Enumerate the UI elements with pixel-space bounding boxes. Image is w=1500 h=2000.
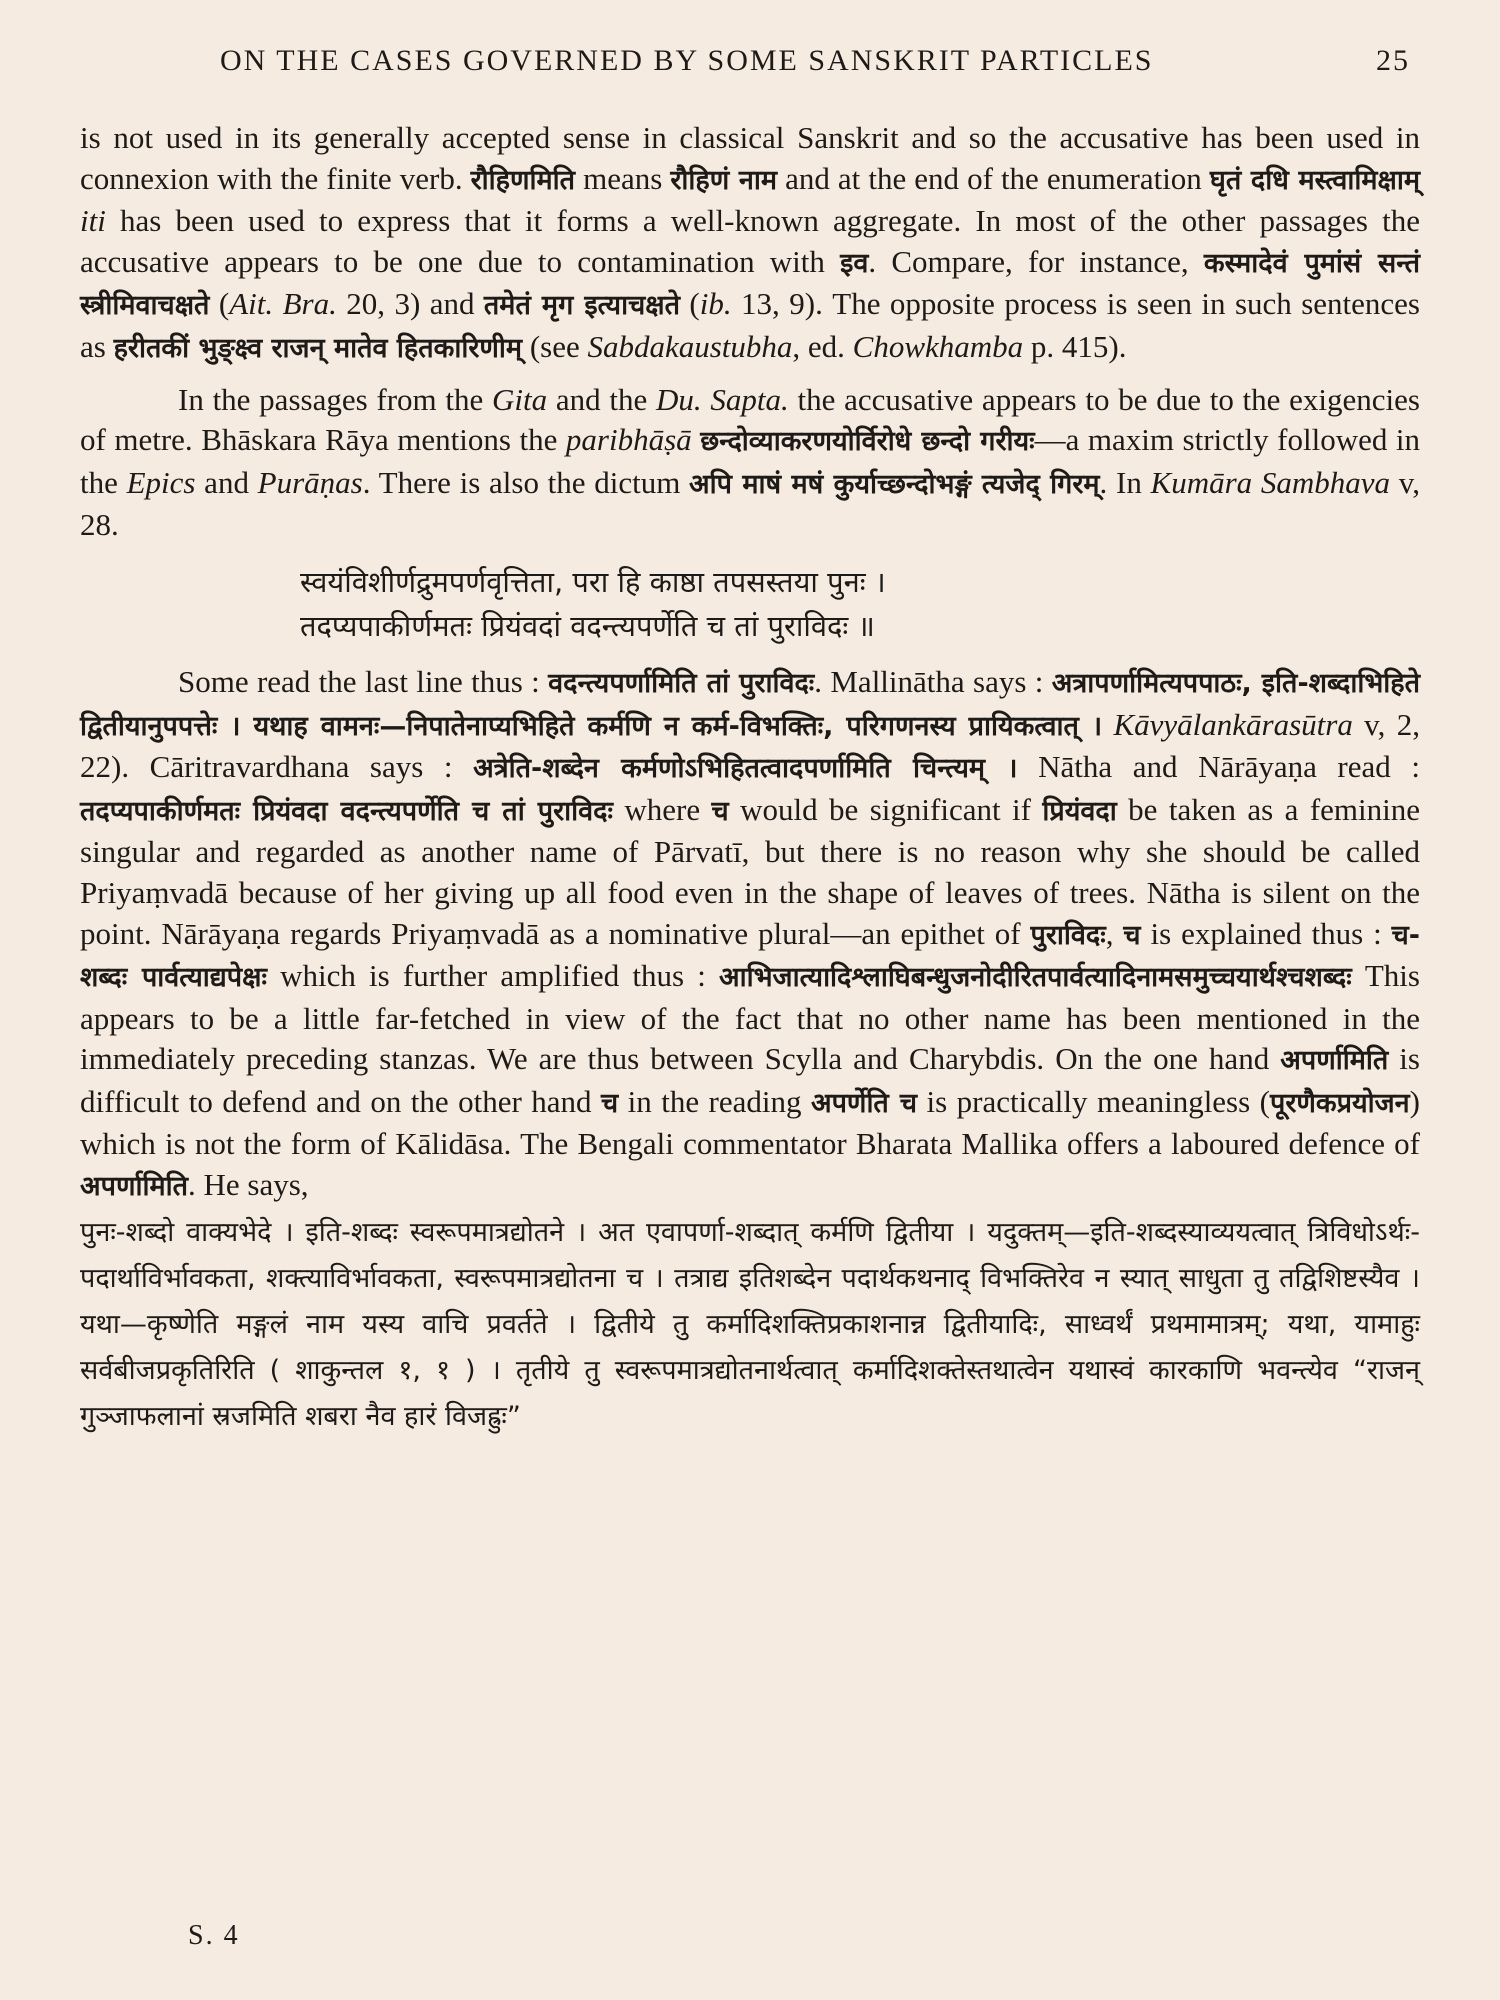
text-run (692, 422, 701, 457)
sanskrit-phrase: अत्रेति-शब्देन कर्मणोऽभिहितत्वादपर्णामिति चिन्त्यम् । (473, 753, 1018, 785)
text-run: v, 2, 22). Cāritravardhana says : (80, 706, 1420, 785)
text-run: is not used in its generally accepted sense in classical Sanskrit and so the accusative has been used in connexion with the finite verb. (80, 120, 1420, 196)
text-run: where (612, 791, 712, 827)
sanskrit-phrase: हरीतकीं भुङ्क्ष्व राजन् मातेव हितकारिणीम् (113, 332, 523, 364)
running-head (80, 44, 1420, 88)
italic-text: Du. Sapta. (656, 381, 789, 417)
sanskrit-phrase: अत्रापर्णामित्यपपाठः, इति-शब्दाभिहिते द्वितीयानुपपत्तेः । यथाह वामनः—निपातेनाप्यभिहिते कर्मणि न कर्म-विभक्तिः, परिगणनस्य प्रायिकत्वात् । (80, 667, 1421, 742)
text-run: has been used to express that it forms a well-known aggregate. In most of the other passages the accusative appears to be one due to contamination with (80, 203, 1420, 279)
text-run: 13, 9). The opposite process is seen in such sentences as (80, 286, 1420, 364)
text-run: is practically meaningless ( (917, 1083, 1270, 1119)
italic-text: Kumāra Sambhava (1150, 464, 1391, 500)
paragraph-3 (80, 662, 1420, 1208)
text-run: Some read the last line thus : (178, 663, 549, 699)
sanskrit-phrase: तदप्यपाकीर्णमतः प्रियंवदा वदन्त्यपर्णेति च तां पुराविदः (80, 795, 613, 827)
sanskrit-phrase: च (1123, 919, 1141, 951)
text-run: . In (1099, 464, 1151, 500)
text-run: This appears to be a little far-fetched in view of the fact that no other name has been mentioned in the immediately preceding stanzas. We are thus between Scylla and Charybdis. On the one hand (80, 958, 1420, 1077)
sanskrit-phrase: अपर्णामिति (1280, 1045, 1389, 1077)
sanskrit-phrase: पुराविदः (1030, 919, 1106, 951)
sanskrit-phrase: घृतं दधि मस्त्वामिक्षाम् (1209, 164, 1420, 196)
text-run: which is further amplified thus : (266, 958, 719, 994)
text-run: would be significant if (728, 791, 1043, 827)
page-number: 25 (1376, 44, 1410, 77)
text-run: , ed. (792, 328, 853, 364)
text-run: be taken as a feminine singular and regarded as another name of Pārvatī, but there is no reason why she should be called Priyaṃvadā because of her giving up all food even in the shape of leaves of trees. Nātha is silent on the point. Nārāyaṇa regards Priyaṃvadā as a nominative plural—an epithet of (80, 791, 1421, 951)
text-run: the accusative appears to be due to the exigencies of metre. Bhāskara Rāya mentions the (80, 381, 1420, 458)
text-run: means (575, 160, 671, 196)
signature-mark: S. 4 (188, 1920, 240, 1951)
text-run: —a maxim strictly followed in the (80, 422, 1421, 500)
italic-text: Purāṇas (257, 464, 363, 500)
text-run: (see (522, 328, 588, 364)
text-run: is difficult to defend and on the other hand (80, 1041, 1420, 1119)
sanskrit-phrase: च (601, 1087, 619, 1119)
sanskrit-phrase: प्रियंवदा (1042, 795, 1117, 827)
sanskrit-phrase: आभिजात्यादिश्लाघिबन्धुजनोदीरितपार्वत्यादिनामसमुच्चयार्थश्चशब्दः (718, 962, 1352, 994)
text-run (1102, 707, 1113, 742)
verse-line-1: स्वयंविशीर्णद्रुमपर्णवृत्तिता, परा हि काष्ठा तपसस्तया पुनः । (300, 564, 886, 599)
text-run: p. 415). (1023, 328, 1127, 364)
text-run: 20, 3) and (336, 286, 484, 322)
sanskrit-phrase: इव (840, 247, 869, 279)
sanskrit-phrase: कस्मादेवं पुमांसं सन्तं स्त्रीमिवाचक्षते (80, 247, 1420, 322)
italic-text: ib. (699, 286, 732, 322)
text-run: . He says, (188, 1167, 309, 1203)
sanskrit-phrase: अपि माषं मषं कुर्याच्छन्दोभङ्गं त्यजेद् गिरम् (689, 468, 1100, 500)
text-run: in the reading (618, 1083, 811, 1119)
sanskrit-phrase: पूरणैकप्रयोजन (1269, 1087, 1410, 1119)
text-run: ( (679, 286, 700, 322)
sanskrit-phrase: वदन्त्यपर्णामिति तां पुराविदः (548, 667, 815, 699)
italic-text: Epics (126, 464, 196, 500)
paragraph-1 (80, 118, 1420, 370)
text-run: . Mallinātha says : (814, 663, 1052, 699)
verse-line-2: तदप्यपाकीर्णमतः प्रियंवदां वदन्त्यपर्णेति च तां पुराविदः ॥ (300, 608, 875, 643)
italic-text: paribhāṣā (565, 422, 692, 458)
sanskrit-phrase: छन्दोव्याकरणयोर्विरोधे छन्दो गरीयः (700, 426, 1035, 458)
italic-text: iti (80, 203, 106, 239)
text-run: Nātha and Nārāyaṇa read : (1017, 749, 1420, 785)
italic-text: Gita (492, 381, 548, 417)
sanskrit-commentary-block: पुनः-शब्दो वाक्यभेदे । इति-शब्दः स्वरूपमात्रद्योतने । अत एवापर्णा-शब्दात् कर्मणि द्वितीया । यदुक्तम्—इति-शब्दस्याव्ययत्वात् त्रिविधोऽर्थः-पदार्थाविर्भावकता, शक्त्याविर्भावकता, स्वरूपमात्रद्योतना च । तत्राद्य इतिशब्देन पदार्थकथनाद् विभक्तिरेव न स्यात् साधुता तु तद्विशिष्टस्यैव । यथा—कृष्णेति मङ्गलं नाम यस्य वाचि प्रवर्तते । द्वितीये तु कर्मादिशक्तिप्रकाशनान्न द्वितीयादिः, साध्वर्थं प्रथमामात्रम्; यथा, यामाहुः सर्वबीजप्रकृतिरिति ( शाकुन्तल १, १ ) । तृतीये तु स्वरूपमात्रद्योतनार्थत्वात् कर्मादिशक्तेस्तथात्वेन यथास्वं कारकाणि भवन्त्येव “राजन् गुञ्जाफलानां स्रजमिति शबरा नैव हारं विजह्रुः” (80, 1216, 1420, 1432)
text-run: In the passages from the (178, 381, 493, 417)
text-run: and (195, 464, 258, 500)
italic-text: Chowkhamba (852, 328, 1024, 364)
verse-quote (300, 560, 1420, 648)
italic-text: Ait. Bra. (229, 286, 337, 322)
text-run: , (1105, 915, 1124, 951)
sanskrit-phrase: च-शब्दः पार्वत्याद्यपेक्षः (80, 919, 1420, 994)
paragraph-2 (80, 380, 1420, 546)
sanskrit-phrase: रौहिणं नाम (670, 164, 778, 196)
sanskrit-phrase: रौहिणमिति (470, 164, 576, 196)
italic-text: Sabdakaustubha (587, 328, 793, 364)
italic-text: Kāvyālankārasūtra (1113, 706, 1353, 742)
text-run: ( (209, 286, 230, 322)
text-run: is explained thus : (1140, 915, 1392, 951)
sanskrit-phrase: अपर्णेति च (810, 1087, 918, 1119)
text-run: and at the end of the enumeration (777, 160, 1210, 196)
body-text (80, 118, 1420, 1440)
running-head-title: ON THE CASES GOVERNED BY SOME SANSKRIT PARTICLES (220, 44, 1154, 77)
text-run: and the (547, 381, 656, 417)
sanskrit-phrase: तमेतं मृग इत्याचक्षते (483, 290, 680, 322)
sanskrit-phrase: अपर्णामिति (80, 1171, 188, 1203)
text-run: v, 28. (80, 464, 1420, 543)
text-run: . There is also the dictum (362, 464, 690, 500)
text-run: . Compare, for instance, (868, 243, 1204, 279)
text-run: ) which is not the form of Kālidāsa. The Bengali commentator Bharata Mallika offers a laboured defence of (80, 1083, 1420, 1162)
sanskrit-phrase: च (711, 795, 729, 827)
